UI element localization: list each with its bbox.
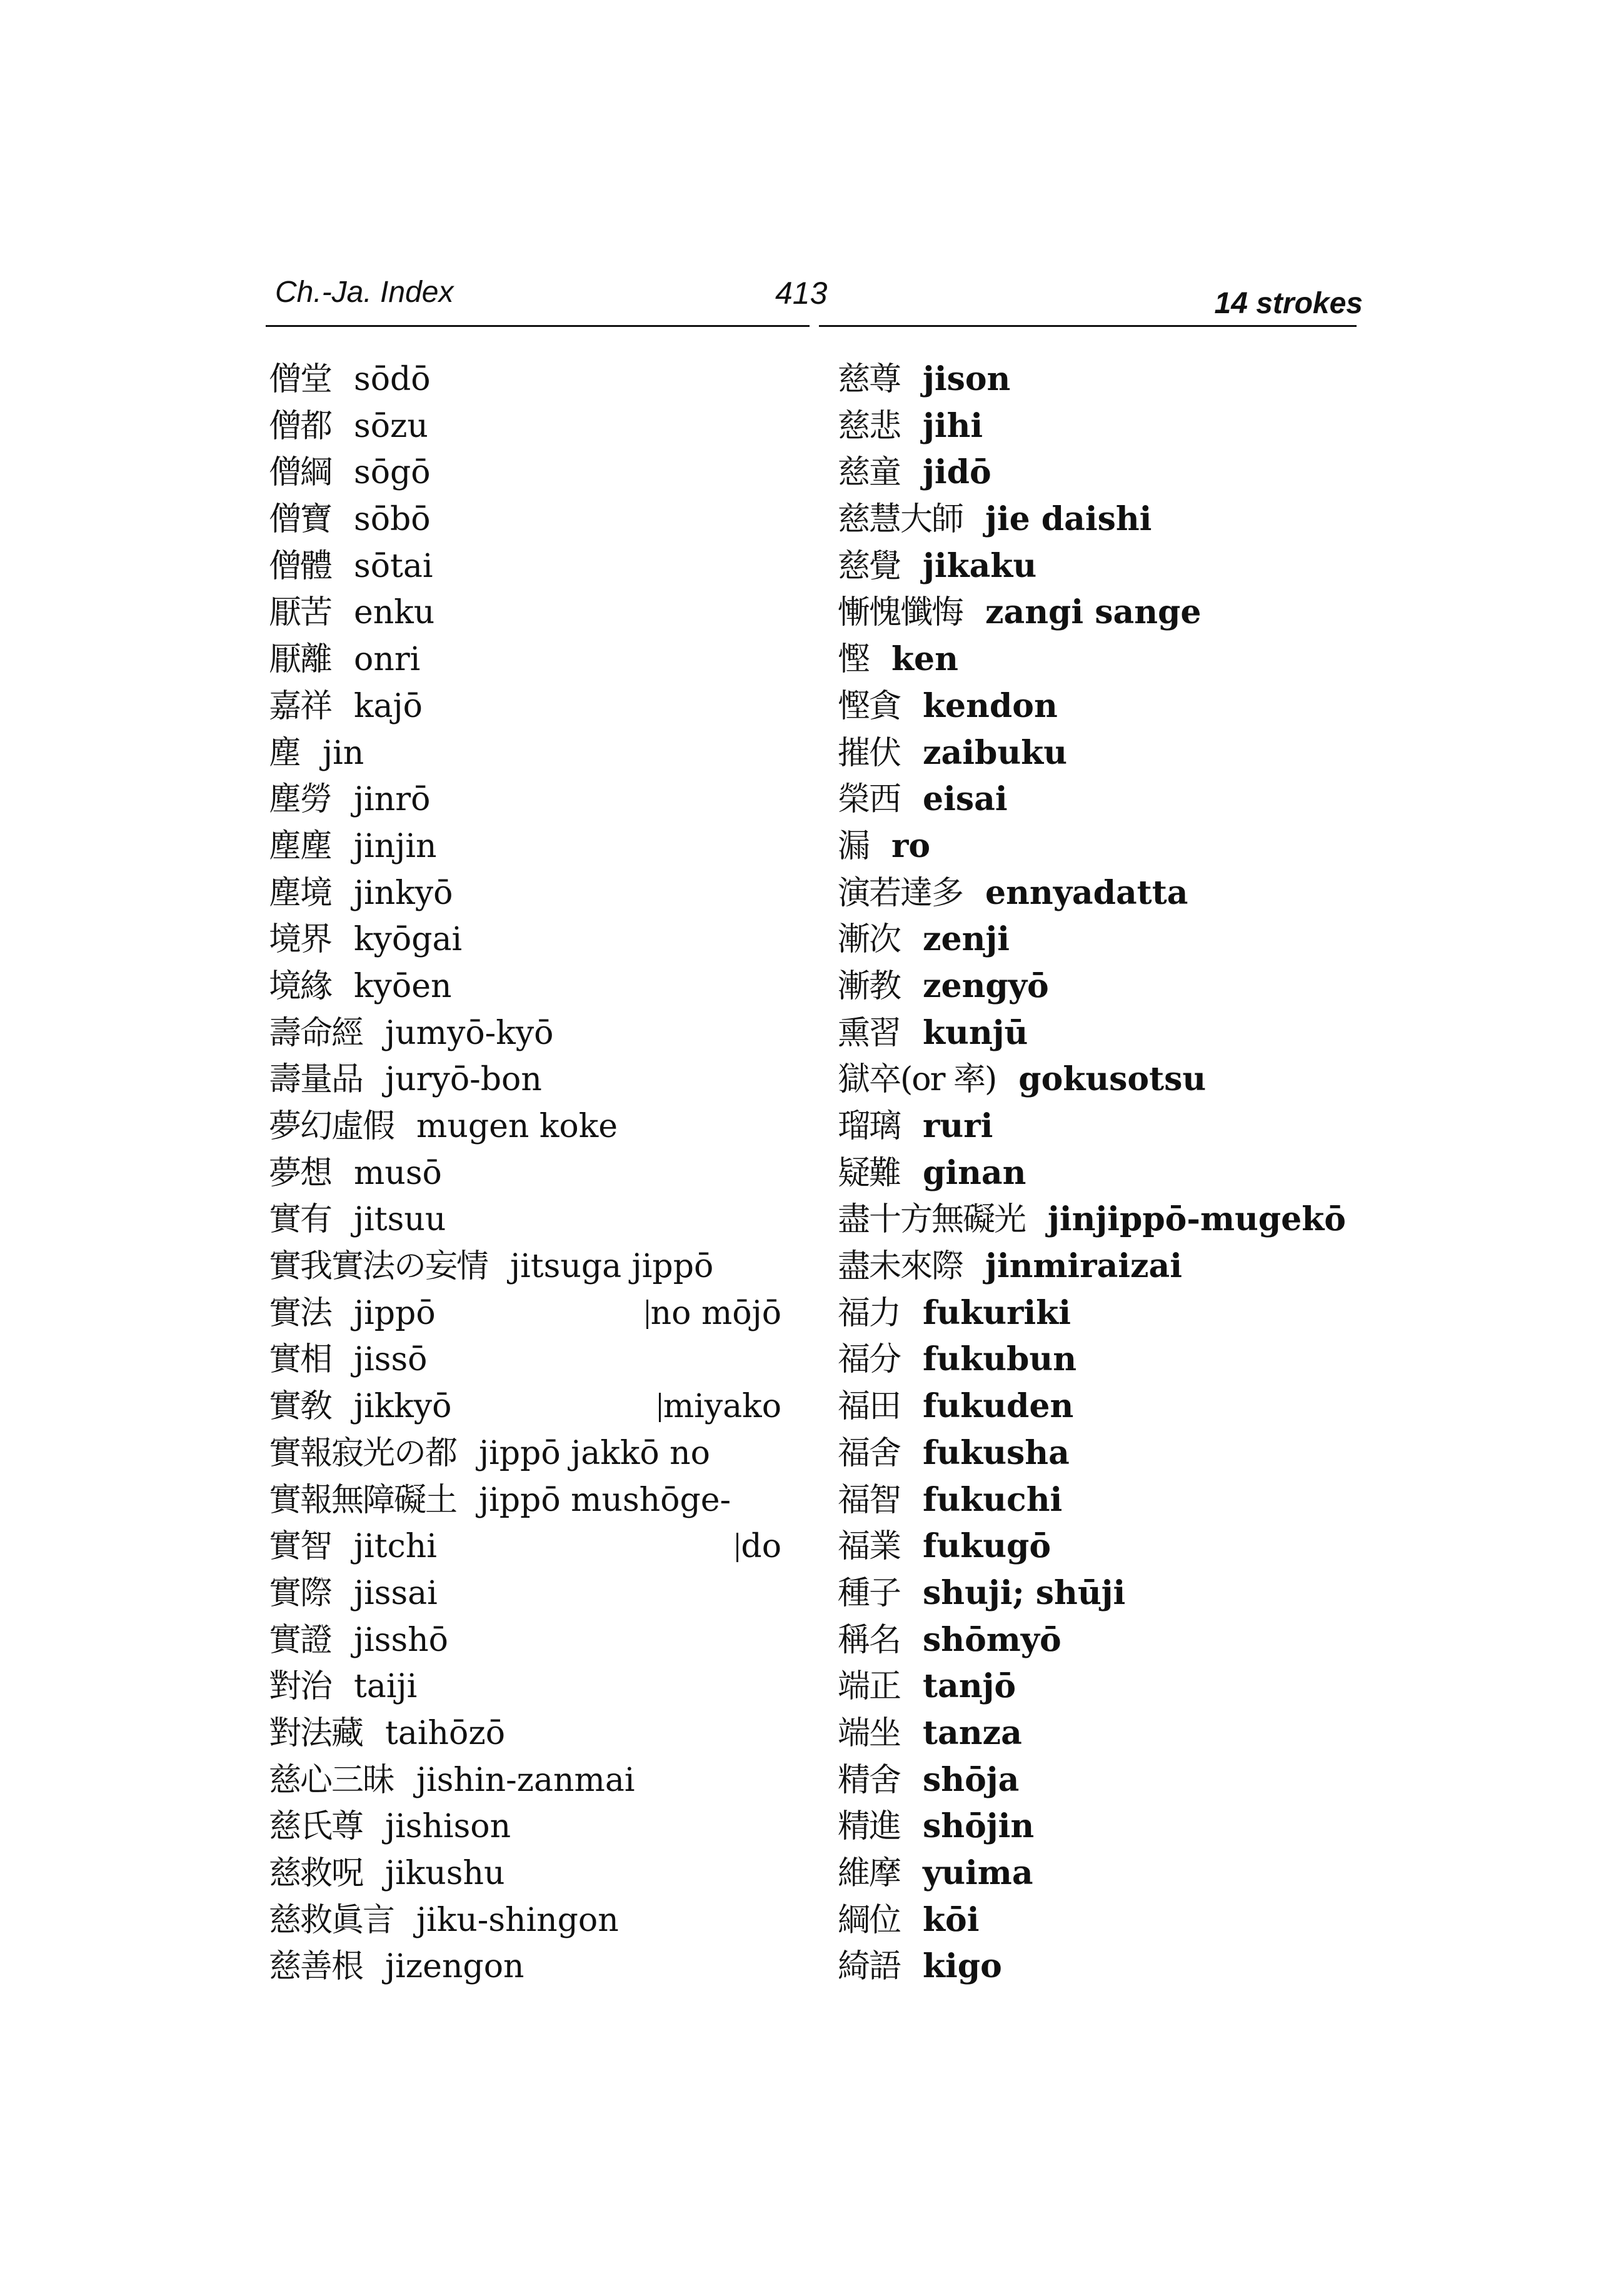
- index-entry: [838, 1523, 1400, 1570]
- index-entry: [838, 1010, 1400, 1057]
- entry-reading: kyōgai: [354, 921, 463, 959]
- entry-reading: jinrō: [354, 781, 431, 819]
- entry-kanji: 嘉祥: [269, 687, 332, 725]
- entry-kanji: 實我實法の妄情: [269, 1248, 488, 1286]
- index-entry: [838, 1430, 1400, 1477]
- entry-reading: jumyō-kyō: [385, 1014, 554, 1052]
- entry-kanji: 慚愧懺悔: [838, 594, 963, 632]
- index-entry: [838, 496, 1400, 543]
- entry-reading: fukusha: [923, 1433, 1070, 1472]
- entry-reading: jippō: [354, 1294, 436, 1332]
- entry-kanji: 精進: [838, 1808, 901, 1846]
- entry-kanji: 實證: [269, 1621, 332, 1659]
- entry-reading: jikkyō: [354, 1388, 452, 1426]
- entry-reading: tanza: [923, 1713, 1022, 1752]
- index-entry: [269, 1710, 781, 1757]
- entry-kanji: 熏習: [838, 1014, 901, 1052]
- entry-reading: jinmiraizai: [985, 1247, 1182, 1286]
- entry-reading: ro: [891, 826, 931, 865]
- page-number: 413: [775, 276, 828, 311]
- entry-reading: fukuriki: [923, 1293, 1071, 1332]
- entry-kanji: 福業: [838, 1528, 901, 1566]
- entry-reading: eisai: [923, 780, 1008, 819]
- entry-kanji: 實法: [269, 1294, 332, 1332]
- entry-kanji: 演若達多: [838, 874, 963, 912]
- entry-reading: kigo: [923, 1947, 1002, 1986]
- index-entry: [838, 1056, 1400, 1103]
- entry-kanji: 綱位: [838, 1901, 901, 1939]
- index-entry: [838, 730, 1400, 777]
- entry-kanji: 厭苦: [269, 594, 332, 632]
- index-entry: [269, 963, 781, 1010]
- entry-kanji: 漸教: [838, 967, 901, 1005]
- entry-reading: gokusotsu: [1018, 1060, 1207, 1099]
- index-entry: [269, 1850, 781, 1897]
- index-entry: [269, 636, 781, 683]
- index-entry: [269, 1196, 781, 1243]
- entry-kanji: 塵勞: [269, 781, 332, 819]
- entry-reading: jishin-zanmai: [416, 1761, 635, 1799]
- entry-kanji: 僧寶: [269, 501, 332, 539]
- entry-kanji: 僧堂: [269, 361, 332, 398]
- entry-kanji: 實相: [269, 1341, 332, 1379]
- entry-kanji: 對法藏: [269, 1714, 363, 1752]
- running-header: [275, 275, 1363, 331]
- entry-reading: fukubun: [923, 1340, 1076, 1379]
- entry-kanji: 僧都: [269, 407, 332, 445]
- entry-kanji: 端坐: [838, 1714, 901, 1752]
- entry-reading: jidō: [923, 453, 991, 492]
- entry-reading: sōgō: [354, 454, 431, 492]
- entry-reading: ken: [891, 640, 958, 679]
- entry-kanji: 實報寂光の都: [269, 1434, 457, 1472]
- entry-kanji: 壽量品: [269, 1061, 363, 1099]
- entry-kanji: 慈童: [838, 454, 901, 492]
- index-entry: [269, 589, 781, 636]
- entry-reading: jizengon: [385, 1948, 524, 1986]
- index-entry: [838, 683, 1400, 730]
- index-entry: [838, 543, 1400, 590]
- index-entry: [838, 1943, 1400, 1990]
- entry-reading: jippō jakkō no: [479, 1434, 710, 1472]
- header-rule-right: [819, 325, 1357, 327]
- index-entry: [838, 1290, 1400, 1337]
- index-entry: [269, 1336, 781, 1383]
- entry-reading: zenji: [923, 920, 1010, 959]
- entry-kanji: 疑難: [838, 1154, 901, 1192]
- entry-reading: ginan: [923, 1153, 1026, 1192]
- entry-kanji: 福智: [838, 1481, 901, 1519]
- index-entry: [269, 449, 781, 496]
- entry-kanji: 瑠璃: [838, 1108, 901, 1145]
- entry-kanji: 塵境: [269, 874, 332, 912]
- entry-reading: zengyō: [923, 966, 1049, 1005]
- index-entry: [269, 1290, 781, 1337]
- entry-kanji: 盡未來際: [838, 1248, 963, 1286]
- index-entry: [838, 1103, 1400, 1150]
- index-entry: [838, 1570, 1400, 1617]
- entry-reading: sōbō: [354, 501, 431, 539]
- index-entry: [269, 1150, 781, 1197]
- entry-kanji: 精舍: [838, 1761, 901, 1799]
- entry-reading: jinjin: [354, 827, 437, 865]
- entry-reading: taihōzō: [385, 1714, 506, 1752]
- index-entry: [269, 1056, 781, 1103]
- entry-reading: jison: [923, 360, 1011, 398]
- entry-kanji: 摧伏: [838, 734, 901, 772]
- index-entry: [269, 403, 781, 450]
- entry-reading: jin: [323, 734, 364, 772]
- index-title: Ch.-Ja. Index: [275, 276, 454, 309]
- entry-reading: jissō: [354, 1341, 428, 1379]
- entry-reading: sōzu: [354, 407, 428, 445]
- entry-reading: yuima: [923, 1854, 1033, 1892]
- index-entry: [838, 589, 1400, 636]
- entry-reading: jitsuu: [354, 1201, 446, 1239]
- entry-kanji: 榮西: [838, 781, 901, 819]
- index-entry: [838, 916, 1400, 963]
- entry-reading: jitsuga jippō: [510, 1248, 714, 1286]
- entry-kanji: 塵塵: [269, 827, 332, 865]
- entry-kanji: 種子: [838, 1574, 901, 1612]
- entry-kanji: 慈心三昧: [269, 1761, 394, 1799]
- entry-kanji: 對治: [269, 1668, 332, 1706]
- entry-reading: shōjin: [923, 1807, 1035, 1846]
- entry-continuation: miyako: [659, 1383, 781, 1430]
- entry-reading: jie daishi: [985, 500, 1152, 539]
- index-entry: [838, 403, 1400, 450]
- header-rule-left: [266, 325, 810, 327]
- index-entry: [838, 1150, 1400, 1197]
- entry-kanji: 福田: [838, 1388, 901, 1426]
- entry-reading: jinjippō-mugekō: [1048, 1200, 1346, 1239]
- entry-reading: taiji: [354, 1668, 418, 1706]
- entry-kanji: 福力: [838, 1294, 901, 1332]
- entry-reading: onri: [354, 641, 421, 679]
- entry-kanji: 夢想: [269, 1154, 332, 1192]
- right-column: [838, 356, 1400, 1990]
- entry-kanji: 實報無障礙土: [269, 1481, 457, 1519]
- index-entry: [838, 776, 1400, 823]
- entry-reading: kyōen: [354, 967, 452, 1005]
- entry-reading: tanjō: [923, 1667, 1016, 1706]
- entry-kanji: 慈氏尊: [269, 1808, 363, 1846]
- entry-kanji: 慈覺: [838, 547, 901, 585]
- entry-kanji: 實有: [269, 1201, 332, 1239]
- entry-kanji: 慈慧大師: [838, 501, 963, 539]
- entry-reading: jippō mushōge-: [479, 1481, 731, 1519]
- entry-reading: zaibuku: [923, 733, 1067, 772]
- entry-continuation: do: [736, 1523, 781, 1570]
- entry-kanji: 境界: [269, 921, 332, 959]
- entry-reading: jikushu: [385, 1855, 505, 1892]
- entry-reading: sōtai: [354, 547, 433, 585]
- index-entry: [269, 1943, 781, 1990]
- entry-reading: jishison: [385, 1808, 511, 1846]
- index-entry: [838, 823, 1400, 870]
- entry-reading: fukuden: [923, 1387, 1074, 1426]
- entry-kanji: 實際: [269, 1574, 332, 1612]
- entry-reading: kajō: [354, 687, 423, 725]
- index-entry: [838, 1196, 1400, 1243]
- entry-kanji: 慳: [838, 641, 870, 679]
- index-entry: [838, 449, 1400, 496]
- entry-reading: jinkyō: [354, 874, 453, 912]
- entry-kanji: 維摩: [838, 1855, 901, 1892]
- entry-kanji: 漏: [838, 827, 870, 865]
- index-entry: [269, 683, 781, 730]
- entry-reading: fukuchi: [923, 1480, 1063, 1519]
- index-entry: [269, 1010, 781, 1057]
- index-entry: [269, 776, 781, 823]
- index-entry: [269, 730, 781, 777]
- entry-reading: zangi sange: [985, 593, 1202, 632]
- entry-reading: enku: [354, 594, 435, 632]
- entry-reading: juryō-bon: [385, 1061, 542, 1099]
- index-entry: [269, 356, 781, 403]
- index-entry: [269, 1477, 781, 1524]
- index-entry: [269, 1803, 781, 1850]
- entry-reading: ruri: [923, 1107, 993, 1145]
- index-entry: [269, 823, 781, 870]
- entry-kanji: 厭離: [269, 641, 332, 679]
- entry-kanji: 稱名: [838, 1621, 901, 1659]
- entry-reading: jiku-shingon: [416, 1901, 619, 1939]
- index-entry: [269, 1757, 781, 1804]
- entry-kanji: 壽命經: [269, 1014, 363, 1052]
- entry-kanji: 端正: [838, 1668, 901, 1706]
- entry-reading: jisshō: [354, 1621, 448, 1659]
- index-entry: [838, 1336, 1400, 1383]
- index-entry: [838, 963, 1400, 1010]
- index-entry: [838, 1477, 1400, 1524]
- entry-reading: shuji; shūji: [923, 1573, 1126, 1612]
- entry-reading: kunjū: [923, 1013, 1028, 1052]
- index-entry: [269, 1663, 781, 1710]
- index-entry: [838, 1850, 1400, 1897]
- index-entry: [838, 1757, 1400, 1804]
- entry-reading: ennyadatta: [985, 873, 1188, 912]
- entry-reading: jihi: [923, 406, 983, 445]
- index-entry: [838, 636, 1400, 683]
- entry-kanji: 慳貪: [838, 687, 901, 725]
- entry-kanji: 僧體: [269, 547, 332, 585]
- entry-kanji: 實敎: [269, 1388, 332, 1426]
- entry-reading: kōi: [923, 1900, 980, 1939]
- entry-kanji: 福分: [838, 1341, 901, 1379]
- entry-kanji: 夢幻虛假: [269, 1108, 394, 1145]
- entry-kanji: 盡十方無礙光: [838, 1201, 1026, 1239]
- entry-reading: shōja: [923, 1760, 1020, 1799]
- index-entry: [269, 870, 781, 917]
- entry-kanji: 實智: [269, 1528, 332, 1566]
- index-entry: [838, 1383, 1400, 1430]
- entry-reading: shōmyō: [923, 1620, 1061, 1659]
- index-entry: [838, 1710, 1400, 1757]
- entry-kanji: 慈救呪: [269, 1855, 363, 1892]
- index-entry: [269, 1617, 781, 1664]
- index-entry: [269, 1570, 781, 1617]
- index-entry: [269, 543, 781, 590]
- index-entry: [269, 1897, 781, 1944]
- index-entry: [269, 1243, 781, 1290]
- left-column: [269, 356, 781, 1990]
- entry-reading: jissai: [354, 1574, 438, 1612]
- entry-kanji: 境緣: [269, 967, 332, 1005]
- entry-kanji: 福舍: [838, 1434, 901, 1472]
- entry-kanji: 僧綱: [269, 454, 332, 492]
- entry-kanji: 慈悲: [838, 407, 901, 445]
- entry-reading: kendon: [923, 686, 1058, 725]
- index-entry: [838, 1243, 1400, 1290]
- entry-kanji: 獄卒(or 率): [838, 1061, 996, 1099]
- entry-reading: jikaku: [923, 546, 1037, 585]
- index-entry: [838, 1803, 1400, 1850]
- entry-kanji: 綺語: [838, 1948, 901, 1986]
- index-entry: [269, 1523, 781, 1570]
- entry-continuation: no mōjō: [646, 1290, 781, 1337]
- stroke-section: 14 strokes: [1214, 287, 1363, 320]
- entry-reading: musō: [354, 1154, 442, 1192]
- entry-kanji: 慈救眞言: [269, 1901, 394, 1939]
- index-entry: [269, 496, 781, 543]
- entry-kanji: 塵: [269, 734, 301, 772]
- index-entry: [838, 1617, 1400, 1664]
- entry-kanji: 漸次: [838, 921, 901, 959]
- entry-kanji: 慈善根: [269, 1948, 363, 1986]
- index-entry: [838, 1897, 1400, 1944]
- entry-kanji: 慈尊: [838, 361, 901, 398]
- entry-reading: jitchi: [354, 1528, 437, 1566]
- entry-reading: mugen koke: [416, 1108, 618, 1145]
- index-entry: [269, 1383, 781, 1430]
- index-entry: [838, 356, 1400, 403]
- index-entry: [838, 870, 1400, 917]
- index-entry: [269, 1430, 781, 1477]
- index-entry: [269, 1103, 781, 1150]
- index-entry: [269, 916, 781, 963]
- index-entry: [838, 1663, 1400, 1710]
- entry-reading: sōdō: [354, 361, 431, 398]
- entry-reading: fukugō: [923, 1527, 1051, 1566]
